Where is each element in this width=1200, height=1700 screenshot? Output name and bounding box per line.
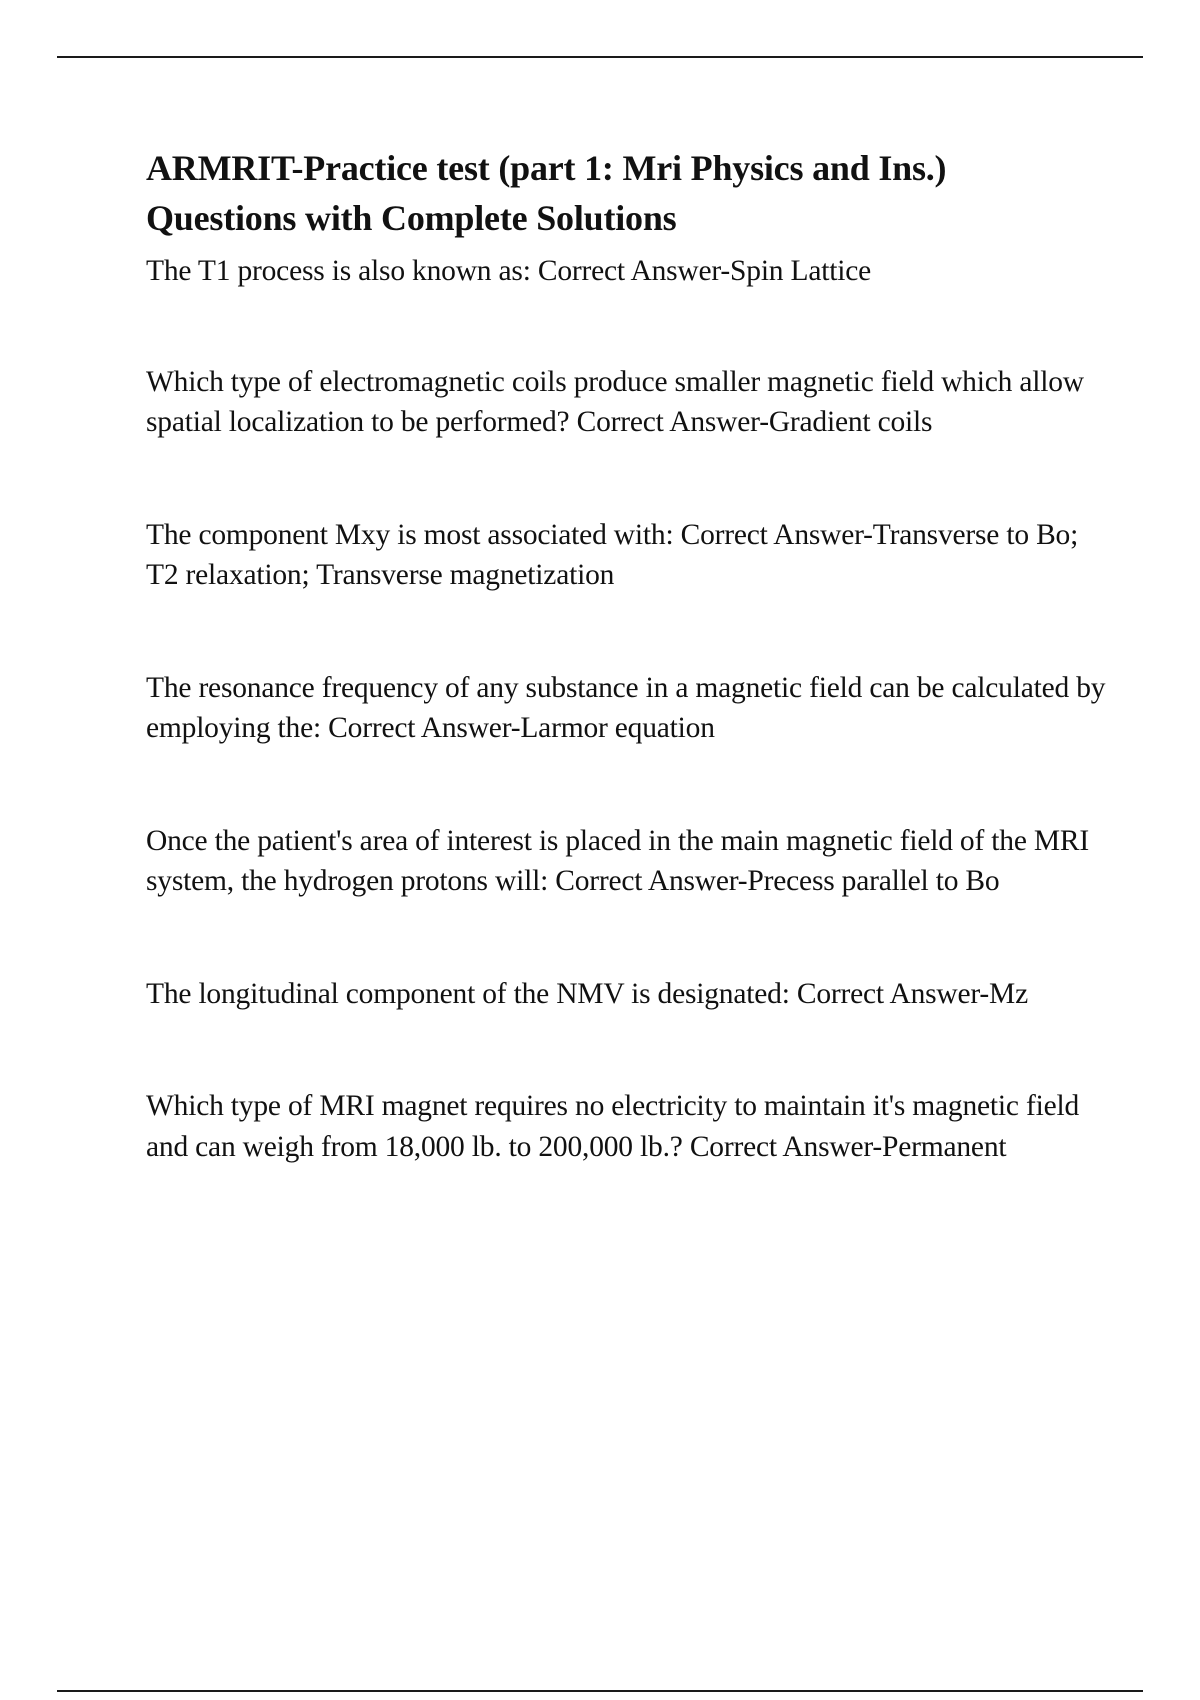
document-body bbox=[146, 143, 1106, 1239]
question-item: Once the patient's area of interest is placed in the main magnetic field of the MRI system, the hydrogen protons will: Correct Answer-Precess parallel to Bo bbox=[146, 824, 1090, 897]
question-item: The component Mxy is most associated with: Correct Answer-Transverse to Bo; T2 relaxation; Transverse magnetization bbox=[146, 518, 1079, 591]
title-line-2: Questions with Complete Solutions bbox=[146, 198, 677, 238]
document-title bbox=[146, 143, 1106, 243]
question-item: The T1 process is also known as: Correct Answer-Spin Lattice bbox=[146, 255, 872, 287]
question-item: Which type of electromagnetic coils produce smaller magnetic field which allow spatial localization to be performed? Correct Answer-Gradient coils bbox=[146, 365, 1084, 438]
question-item: The resonance frequency of any substance in a magnetic field can be calculated by employing the: Correct Answer-Larmor equation bbox=[146, 671, 1106, 744]
title-line-1: ARMRIT-Practice test (part 1: Mri Physics and Ins.) bbox=[146, 148, 947, 188]
question-item: Which type of MRI magnet requires no electricity to maintain it's magnetic field and can weigh from 18,000 lb. to 200,000 lb.? Correct Answer-Permanent bbox=[146, 1090, 1080, 1163]
bottom-divider bbox=[57, 1690, 1143, 1692]
question-item: The longitudinal component of the NMV is designated: Correct Answer-Mz bbox=[146, 977, 1028, 1010]
question-list bbox=[146, 251, 1106, 1167]
top-divider bbox=[57, 56, 1143, 58]
